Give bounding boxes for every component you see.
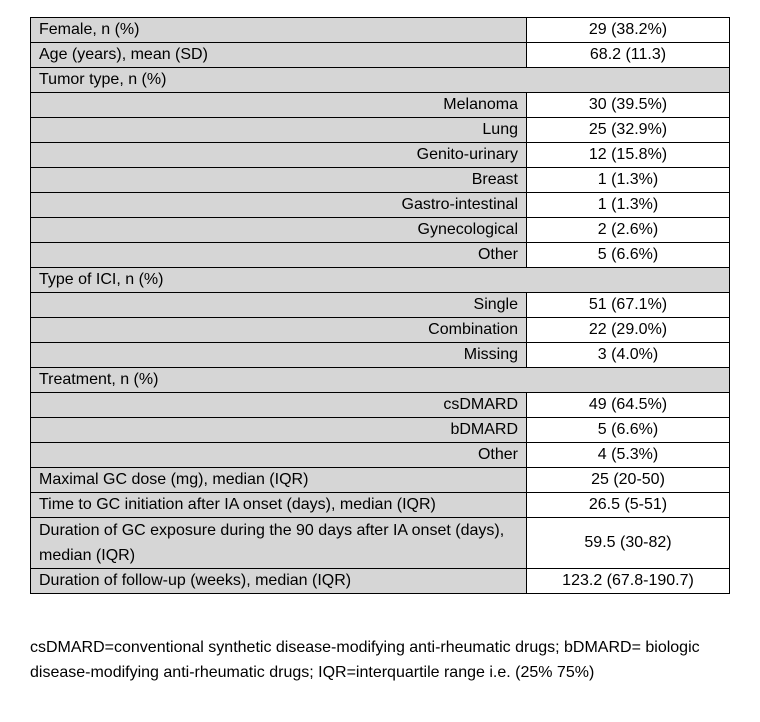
- table-row: [31, 293, 730, 318]
- subcategory-label: Missing: [31, 343, 527, 368]
- subcategory-label: csDMARD: [31, 393, 527, 418]
- table-row: [31, 218, 730, 243]
- characteristic-label: Age (years), mean (SD): [31, 43, 527, 68]
- table-row: [31, 569, 730, 594]
- characteristic-label: Maximal GC dose (mg), median (IQR): [31, 468, 527, 493]
- characteristic-value: 26.5 (5-51): [527, 493, 730, 518]
- characteristic-value: 3 (4.0%): [527, 343, 730, 368]
- table-body: [31, 18, 730, 594]
- characteristic-value: 1 (1.3%): [527, 193, 730, 218]
- characteristic-value: 123.2 (67.8-190.7): [527, 569, 730, 594]
- table-row: [31, 443, 730, 468]
- characteristic-value: 68.2 (11.3): [527, 43, 730, 68]
- table-row: [31, 468, 730, 493]
- subcategory-label: bDMARD: [31, 418, 527, 443]
- table-row: [31, 18, 730, 43]
- characteristic-value: 4 (5.3%): [527, 443, 730, 468]
- subcategory-label: Single: [31, 293, 527, 318]
- table-row: [31, 418, 730, 443]
- characteristic-value: 30 (39.5%): [527, 93, 730, 118]
- subcategory-label: Other: [31, 443, 527, 468]
- characteristic-value: 25 (20-50): [527, 468, 730, 493]
- section-header-row: [31, 268, 730, 293]
- subcategory-label: Gynecological: [31, 218, 527, 243]
- characteristics-table-container: [30, 17, 730, 594]
- table-row: [31, 343, 730, 368]
- characteristic-value: 5 (6.6%): [527, 243, 730, 268]
- section-header-row: [31, 68, 730, 93]
- table-row: [31, 318, 730, 343]
- characteristic-value: 59.5 (30-82): [527, 518, 730, 569]
- subcategory-label: Genito-urinary: [31, 143, 527, 168]
- characteristic-value: 51 (67.1%): [527, 293, 730, 318]
- section-header-label: Treatment, n (%): [31, 368, 730, 393]
- characteristic-value: 29 (38.2%): [527, 18, 730, 43]
- subcategory-label: Gastro-intestinal: [31, 193, 527, 218]
- table-row: [31, 168, 730, 193]
- section-header-row: [31, 368, 730, 393]
- table-row: [31, 518, 730, 569]
- characteristic-label: Female, n (%): [31, 18, 527, 43]
- subcategory-label: Lung: [31, 118, 527, 143]
- characteristic-value: 1 (1.3%): [527, 168, 730, 193]
- characteristic-value: 2 (2.6%): [527, 218, 730, 243]
- subcategory-label: Melanoma: [31, 93, 527, 118]
- table-row: [31, 493, 730, 518]
- table-row: [31, 43, 730, 68]
- subcategory-label: Combination: [31, 318, 527, 343]
- table-footnote: csDMARD=conventional synthetic disease-modifying anti-rheumatic drugs; bDMARD= biologic disease-modifying anti-rheumatic drugs; IQR=interquartile range i.e. (25% 75%): [30, 639, 700, 681]
- characteristic-value: 25 (32.9%): [527, 118, 730, 143]
- table-row: [31, 243, 730, 268]
- table-row: [31, 93, 730, 118]
- characteristic-value: 49 (64.5%): [527, 393, 730, 418]
- characteristic-value: 5 (6.6%): [527, 418, 730, 443]
- characteristic-value: 22 (29.0%): [527, 318, 730, 343]
- section-header-label: Tumor type, n (%): [31, 68, 730, 93]
- characteristic-label: Duration of GC exposure during the 90 days after IA onset (days), median (IQR): [31, 518, 527, 569]
- section-header-label: Type of ICI, n (%): [31, 268, 730, 293]
- table-row: [31, 193, 730, 218]
- characteristic-label: Time to GC initiation after IA onset (days), median (IQR): [31, 493, 527, 518]
- table-row: [31, 393, 730, 418]
- characteristics-table: [30, 17, 730, 594]
- characteristic-label: Duration of follow-up (weeks), median (IQR): [31, 569, 527, 594]
- subcategory-label: Breast: [31, 168, 527, 193]
- table-row: [31, 118, 730, 143]
- characteristic-value: 12 (15.8%): [527, 143, 730, 168]
- table-row: [31, 143, 730, 168]
- subcategory-label: Other: [31, 243, 527, 268]
